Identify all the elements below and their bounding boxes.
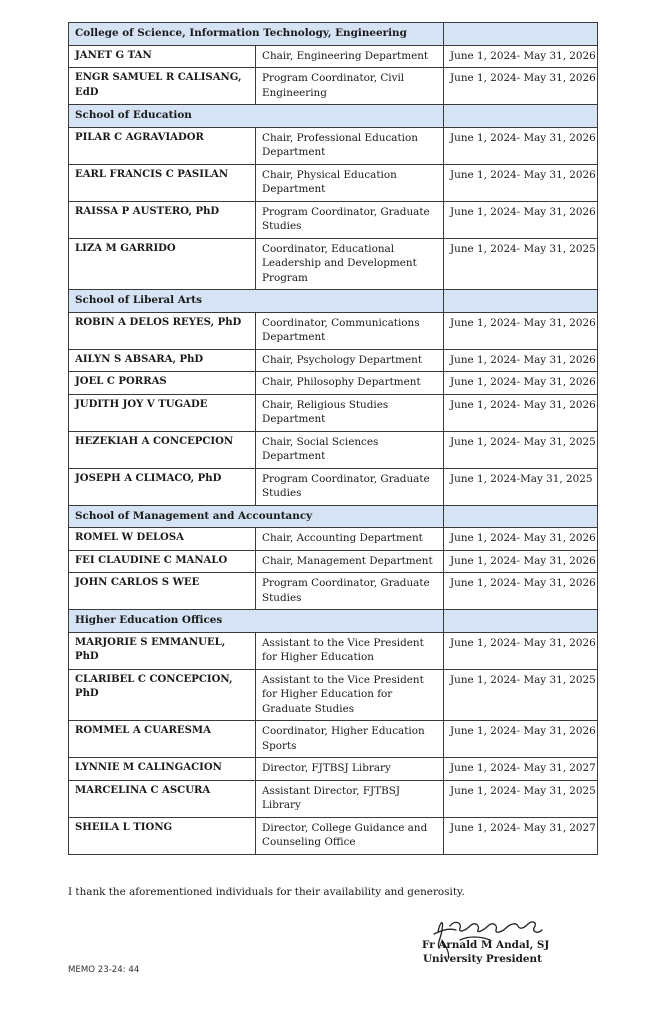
section-title: Higher Education Offices [69, 610, 444, 633]
person-name-cell: CLARIBEL C CONCEPCION, PhD [69, 669, 256, 721]
person-name-cell: PILAR C AGRAVIADOR [69, 127, 256, 164]
term-cell: June 1, 2024- May 31, 2026 [444, 349, 598, 372]
term-cell: June 1, 2024- May 31, 2026 [444, 632, 598, 669]
position-cell: Coordinator, Educational Leadership and Development Program [256, 238, 444, 290]
term-cell: June 1, 2024- May 31, 2026 [444, 550, 598, 573]
term-cell: June 1, 2024- May 31, 2027 [444, 817, 598, 854]
section-title: School of Management and Accountancy [69, 505, 444, 528]
section-header-row [69, 290, 598, 313]
position-cell: Chair, Management Department [256, 550, 444, 573]
position-cell: Chair, Physical Education Department [256, 164, 444, 201]
table-row [69, 45, 598, 68]
position-cell: Assistant to the Vice President for Higher Education for Graduate Studies [256, 669, 444, 721]
term-cell: June 1, 2024- May 31, 2026 [444, 127, 598, 164]
term-cell: June 1, 2024-May 31, 2025 [444, 468, 598, 505]
position-cell: Assistant to the Vice President for Higher Education [256, 632, 444, 669]
term-cell: June 1, 2024- May 31, 2025 [444, 669, 598, 721]
table-row [69, 372, 598, 395]
table-row [69, 780, 598, 817]
term-cell: June 1, 2024- May 31, 2026 [444, 201, 598, 238]
position-cell: Assistant Director, FJTBSJ Library [256, 780, 444, 817]
position-cell: Coordinator, Communications Department [256, 312, 444, 349]
table-row [69, 632, 598, 669]
table-row [69, 164, 598, 201]
person-name-cell: SHEILA L TIONG [69, 817, 256, 854]
table-row [69, 431, 598, 468]
person-name-cell: RAISSA P AUSTERO, PhD [69, 201, 256, 238]
person-name-cell: ROBIN A DELOS REYES, PhD [69, 312, 256, 349]
section-header-row [69, 23, 598, 46]
table-row [69, 721, 598, 758]
term-cell: June 1, 2024- May 31, 2026 [444, 312, 598, 349]
section-title: College of Science, Information Technology, Engineering [69, 23, 444, 46]
person-name-cell: AILYN S ABSARA, PhD [69, 349, 256, 372]
table-row [69, 68, 598, 105]
signatory-title: University President [423, 953, 542, 965]
person-name-cell: JANET G TAN [69, 45, 256, 68]
table-row [69, 349, 598, 372]
term-cell: June 1, 2024- May 31, 2026 [444, 528, 598, 551]
table-row [69, 238, 598, 290]
signatory-name: Fr Arnald M Andal, SJ [422, 939, 550, 951]
signature-block [420, 910, 600, 970]
term-cell: June 1, 2024- May 31, 2026 [444, 68, 598, 105]
appointments-table [68, 22, 598, 855]
section-header-row [69, 610, 598, 633]
position-cell: Program Coordinator, Graduate Studies [256, 468, 444, 505]
position-cell: Chair, Philosophy Department [256, 372, 444, 395]
term-cell: June 1, 2024- May 31, 2025 [444, 238, 598, 290]
table-row [69, 817, 598, 854]
person-name-cell: JUDITH JOY V TUGADE [69, 394, 256, 431]
table-row [69, 669, 598, 721]
position-cell: Program Coordinator, Graduate Studies [256, 201, 444, 238]
closing-statement: I thank the aforementioned individuals for their availability and generosity. [68, 886, 465, 898]
person-name-cell: ROMMEL A CUARESMA [69, 721, 256, 758]
person-name-cell: ENGR SAMUEL R CALISANG, EdD [69, 68, 256, 105]
section-empty-cell [444, 105, 598, 128]
table-row [69, 201, 598, 238]
position-cell: Chair, Religious Studies Department [256, 394, 444, 431]
person-name-cell: MARCELINA C ASCURA [69, 780, 256, 817]
position-cell: Chair, Accounting Department [256, 528, 444, 551]
table-row [69, 394, 598, 431]
person-name-cell: FEI CLAUDINE C MANALO [69, 550, 256, 573]
table-row [69, 127, 598, 164]
term-cell: June 1, 2024- May 31, 2026 [444, 164, 598, 201]
position-cell: Chair, Professional Education Department [256, 127, 444, 164]
section-title: School of Education [69, 105, 444, 128]
position-cell: Coordinator, Higher Education Sports [256, 721, 444, 758]
table-row [69, 528, 598, 551]
position-cell: Program Coordinator, Graduate Studies [256, 573, 444, 610]
term-cell: June 1, 2024- May 31, 2026 [444, 394, 598, 431]
table-row [69, 758, 598, 781]
table-row [69, 312, 598, 349]
person-name-cell: JOHN CARLOS S WEE [69, 573, 256, 610]
section-empty-cell [444, 610, 598, 633]
person-name-cell: MARJORIE S EMMANUEL, PhD [69, 632, 256, 669]
position-cell: Director, College Guidance and Counseling Office [256, 817, 444, 854]
term-cell: June 1, 2024- May 31, 2026 [444, 721, 598, 758]
person-name-cell: HEZEKIAH A CONCEPCION [69, 431, 256, 468]
position-cell: Chair, Psychology Department [256, 349, 444, 372]
person-name-cell: JOSEPH A CLIMACO, PhD [69, 468, 256, 505]
person-name-cell: JOEL C PORRAS [69, 372, 256, 395]
person-name-cell: EARL FRANCIS C PASILAN [69, 164, 256, 201]
person-name-cell: LYNNIE M CALINGACION [69, 758, 256, 781]
position-cell: Program Coordinator, Civil Engineering [256, 68, 444, 105]
person-name-cell: ROMEL W DELOSA [69, 528, 256, 551]
memo-number: MEMO 23-24: 44 [68, 965, 140, 975]
person-name-cell: LIZA M GARRIDO [69, 238, 256, 290]
term-cell: June 1, 2024- May 31, 2026 [444, 573, 598, 610]
section-header-row [69, 505, 598, 528]
section-empty-cell [444, 505, 598, 528]
term-cell: June 1, 2024- May 31, 2026 [444, 45, 598, 68]
term-cell: June 1, 2024- May 31, 2027 [444, 758, 598, 781]
appointments-table-body [69, 23, 598, 855]
table-row [69, 573, 598, 610]
term-cell: June 1, 2024- May 31, 2025 [444, 780, 598, 817]
table-row [69, 468, 598, 505]
section-empty-cell [444, 23, 598, 46]
position-cell: Director, FJTBSJ Library [256, 758, 444, 781]
position-cell: Chair, Social Sciences Department [256, 431, 444, 468]
table-row [69, 550, 598, 573]
section-header-row [69, 105, 598, 128]
term-cell: June 1, 2024- May 31, 2025 [444, 431, 598, 468]
position-cell: Chair, Engineering Department [256, 45, 444, 68]
section-empty-cell [444, 290, 598, 313]
section-title: School of Liberal Arts [69, 290, 444, 313]
term-cell: June 1, 2024- May 31, 2026 [444, 372, 598, 395]
